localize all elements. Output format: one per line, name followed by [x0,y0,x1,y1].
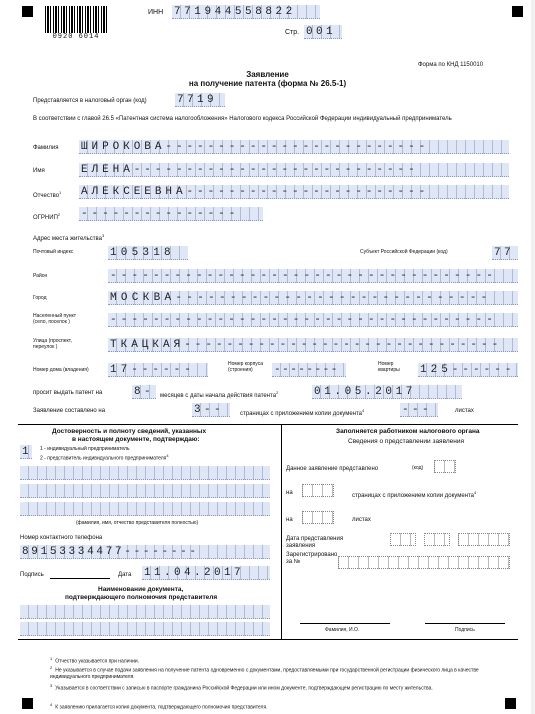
locality-value: ------------------------------------ [110,314,498,326]
surname-label: Фамилия [33,145,59,151]
left-heading-1: Достоверность и полноту сведений, указанных [52,428,207,435]
rep-fio-row-1[interactable] [20,466,270,480]
signature-label: Подпись [20,572,44,578]
rb-date-day[interactable] [390,533,416,546]
date-label: Дата [118,572,132,578]
tax-authority-value: 7719 [177,94,218,106]
signer-option-2: 2 - представитель индивидуального предпринимателя$^4$ [40,453,169,462]
sheets-label: листах [455,408,474,414]
patronymic-label: Отчество$^1$ [33,190,62,199]
house-label: Номер дома (владения) [33,367,89,373]
rb-sheets-label: листах [352,517,371,523]
corner-marker [505,698,516,709]
rb-reg-field[interactable] [338,556,510,569]
intro-text: В соответствии с главой 26.5 «Патентная система налогообложения» Налогового кодекса Российской Федерации индивидуальный предприниматель [33,116,452,122]
building-label: Номер корпуса (строения) [228,361,264,373]
doc-heading-2: подтверждающего полномочия представителя [65,594,218,601]
right-heading: Заполняется работником налогового органа [336,428,480,435]
page-value: 001 [306,26,337,38]
phone-value: 89153334477-------- [22,546,199,558]
form-title: Заявление [246,70,289,79]
rb-date-month[interactable] [424,533,450,546]
corner-marker [22,6,33,17]
rb-pages-field[interactable] [302,484,334,497]
rep-fio-row-3[interactable] [20,502,270,516]
ogrnip-value: --------------- [81,208,240,220]
name-value: ЕЛЕНА--------------------------- [81,164,419,176]
phone-label: Номер контактного телефона [20,535,103,541]
rb-sign-label: Подпись [455,627,475,633]
inn-label: ИНН [148,9,164,16]
house-value: 17------ [110,364,195,376]
rb-sheets-field[interactable] [302,511,334,524]
signer-option-1: 1 - индивидуальный предприниматель [40,446,130,452]
fio-line[interactable] [300,623,390,624]
doc-row-2[interactable] [20,622,270,636]
locality-label: Населенный пункт (село, поселок ) [33,313,77,325]
postal-label: Почтовый индекс [33,249,74,255]
rb-reg-label: Зарегистрировано за № [286,552,338,566]
footnote-1: $^1$Отчество указывается при наличии. [50,656,140,665]
section-divider [18,639,518,640]
footnote-2: $^2$Не указывается в случае подачи заявления на получение патента одновременно с документами, предоставляемыми при государственной регистрации физического лица в качестве индивидуального предпринимателя. [50,665,479,680]
section-divider [18,424,518,425]
apartment-value: 125------ [420,364,516,376]
pages-value: 3-- [194,404,225,416]
fio-caption: (фамилия, имя, отчество представителя полностью) [76,520,199,526]
inn-value: 771944558822 [174,6,296,18]
on-label: на [286,490,293,496]
code-field[interactable] [434,460,456,473]
barcode-number: 0920 6014 [45,33,107,41]
months-label: месяцев с даты начала действия патента$^2$ [160,390,279,399]
rb-fio-label: Фамилия, И.О. [325,627,360,633]
region-label: Субъект Российской Федерации (код) [360,249,448,255]
street-value: ТКАЦКАЯ------------------------------ [110,339,503,351]
rep-fio-row-2[interactable] [20,484,270,498]
city-label: Город [33,295,47,301]
form-code: Форма по КНД 1150010 [418,62,484,68]
request-prefix: просит выдать патент на [33,390,103,396]
doc-heading-1: Наименование документа, [98,586,184,593]
on-label-2: на [286,517,293,523]
rb-date-label: Дата представления заявления [286,536,344,550]
name-label: Имя [33,168,45,174]
pages-label: Заявление составлено на [33,408,106,414]
region-value: 77 [494,247,515,259]
sheets-value: --- [402,404,433,416]
months-value: 8- [134,386,155,398]
date-value: 11.04.2017 [144,567,245,579]
doc-row-1[interactable] [20,605,270,619]
city-value: МОСКВА----------------------------- [110,292,492,304]
corner-marker [512,6,523,17]
tax-authority-label: Представляется в налоговый орган (код) [33,98,147,104]
code-label: (код) [412,465,424,471]
left-heading-2: в настоящем документе, подтверждаю: [72,436,200,443]
rb-date-year[interactable] [458,533,510,546]
barcode [45,6,107,36]
signer-value: 1 [22,446,33,458]
scrollbar[interactable] [531,0,535,714]
ogrnip-label: ОГРНИП$^2$ [33,212,61,221]
patronymic-value: АЛЕКСЕЕВНА----------------------- [81,186,430,198]
submitted-label: Данное заявление представлено [286,466,379,472]
page-label: Стр. [285,29,300,36]
rb-pages-label: страницах с приложением копии документа$^4$ [352,490,477,499]
district-label: Район [33,273,48,279]
sign-line[interactable] [425,623,505,624]
street-label: Улица (проспект, переулок ) [33,338,72,350]
column-divider [281,424,282,639]
footnote-4: $^4$К заявлению прилагается копия документа, подтверждающего полномочия представителя. [50,702,268,711]
start-date-value: 01.05.2017 [314,386,417,398]
building-value: -------- [274,364,339,376]
surname-value: ШИРОКОВА------------------------- [81,141,430,153]
form-subtitle: на получение патента (форма № 26.5-1) [188,79,347,88]
signature-line[interactable] [50,578,110,579]
pages-middle: страницах с приложением копии документа$^4$ [240,408,365,417]
apartment-label: Номер квартиры [378,361,400,373]
district-value: ------------------------------------ [110,270,498,282]
right-subheading: Сведения о представлении заявления [348,438,465,445]
footnote-3: $^3$Указывается в соответствии с записью в паспорте гражданина Российской Федерации или ином документе, подтверждающем регистрацию по месту жительства. [50,683,433,692]
corner-marker [22,698,33,709]
address-heading: Адрес места жительства$^3$ [33,233,105,242]
postal-value: 105318 [110,247,175,259]
